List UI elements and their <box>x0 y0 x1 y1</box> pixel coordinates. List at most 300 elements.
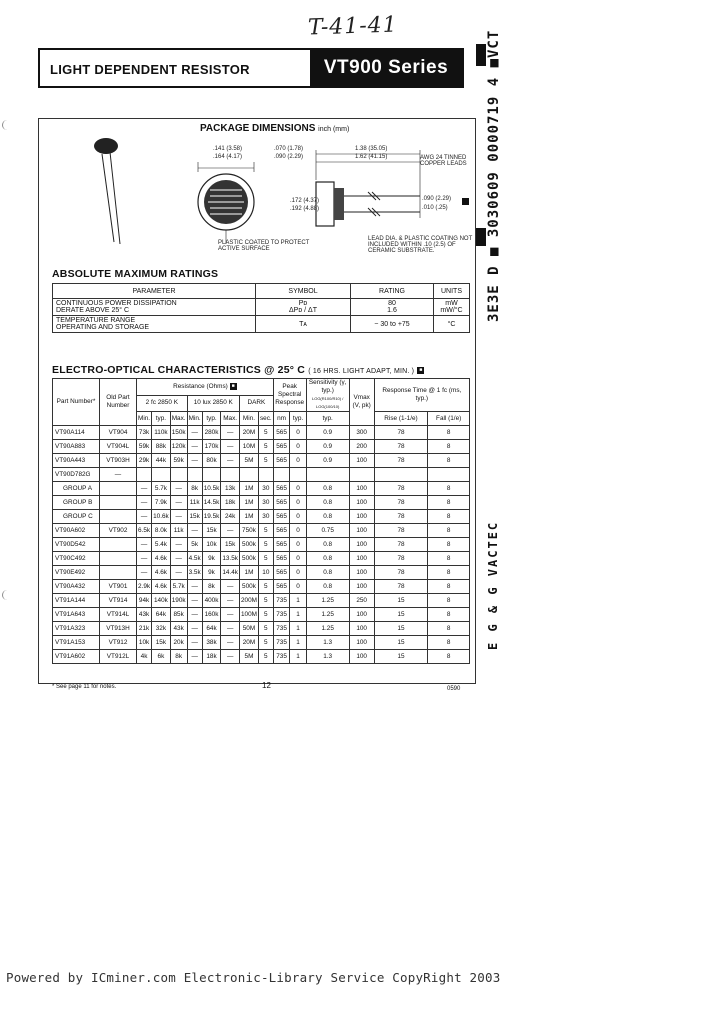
table-cell: 735 <box>273 636 290 650</box>
table-cell: 9k <box>202 566 221 580</box>
table-cell <box>290 468 306 482</box>
eo-header-lux10: 10 lux 2850 K <box>187 395 239 412</box>
table-cell: 0 <box>290 580 306 594</box>
date-code: 0590 <box>447 686 461 692</box>
table-row <box>53 594 470 608</box>
table-cell: 19.5k <box>202 510 221 524</box>
table-cell: 8 <box>428 636 470 650</box>
table-cell: 10.5k <box>202 482 221 496</box>
table-cell: 30 <box>258 510 273 524</box>
table-cell: 100 <box>349 650 374 664</box>
part-number-cell: VT90D542 <box>53 538 100 552</box>
table-cell: 0 <box>290 440 306 454</box>
table-cell <box>100 566 137 580</box>
table-cell: 5 <box>258 440 273 454</box>
table-cell: 100 <box>349 608 374 622</box>
note-badge: ■ <box>419 366 423 373</box>
table-cell: 0.75 <box>306 524 349 538</box>
table-cell: 6k <box>152 650 171 664</box>
registration-mark <box>476 44 486 66</box>
dim-label: 1.38 (35.05) <box>355 146 388 152</box>
table-cell: — <box>100 468 137 482</box>
table-cell: 8.0k <box>152 524 171 538</box>
table-cell: 10M <box>239 440 258 454</box>
table-cell: 15 <box>374 636 428 650</box>
table-cell: 20M <box>239 636 258 650</box>
table-cell: 15k <box>202 524 221 538</box>
table-cell: 7.9k <box>152 496 171 510</box>
eo-subtitle: ( 16 HRS. LIGHT ADAPT, MIN. ) <box>308 368 415 375</box>
table-cell: 80k <box>202 454 221 468</box>
table-cell: 8 <box>428 580 470 594</box>
table-cell: 1.3 <box>306 636 349 650</box>
table-cell: 0 <box>290 510 306 524</box>
table-cell: 100 <box>349 510 374 524</box>
table-cell: 0 <box>290 524 306 538</box>
table-cell: 78 <box>374 566 428 580</box>
table-cell: 59k <box>170 454 187 468</box>
table-cell: 8k <box>187 482 202 496</box>
dim-label: .141 (3.58) <box>213 146 243 152</box>
table-cell: 500k <box>239 552 258 566</box>
table-cell: — <box>221 594 240 608</box>
table-cell: 250 <box>349 594 374 608</box>
table-cell: 8 <box>428 608 470 622</box>
table-cell <box>100 510 137 524</box>
table-cell: — <box>221 426 240 440</box>
table-cell: VT903H <box>100 454 137 468</box>
table-cell <box>202 468 221 482</box>
table-cell: 1M <box>239 482 258 496</box>
table-cell: 20M <box>239 426 258 440</box>
eo-header-dark: DARK <box>239 395 273 412</box>
table-row <box>53 622 470 636</box>
table-cell: 100 <box>349 524 374 538</box>
punch-mark <box>2 590 11 600</box>
table-cell: 565 <box>273 426 290 440</box>
table-cell: 8 <box>428 594 470 608</box>
table-cell: 565 <box>273 524 290 538</box>
table-cell: 100 <box>349 552 374 566</box>
table-cell: 150k <box>170 426 187 440</box>
table-cell <box>170 468 187 482</box>
table-cell: 13k <box>221 482 240 496</box>
amr-header: PARAMETER <box>53 284 256 299</box>
table-cell: 0.8 <box>306 496 349 510</box>
table-cell: 100 <box>349 496 374 510</box>
table-cell: — <box>187 650 202 664</box>
table-cell <box>187 468 202 482</box>
table-cell: — <box>187 594 202 608</box>
table-cell: 0.8 <box>306 538 349 552</box>
part-number-cell: VT91A153 <box>53 636 100 650</box>
table-cell: 280k <box>202 426 221 440</box>
eo-header-resistance: Resistance (Ohms) ■ <box>137 379 274 396</box>
table-cell: 11k <box>187 496 202 510</box>
table-cell: 15 <box>374 650 428 664</box>
table-cell: 8 <box>428 510 470 524</box>
table-cell: 500k <box>239 580 258 594</box>
table-row <box>53 650 470 664</box>
table-cell: — <box>137 552 152 566</box>
table-cell: 5 <box>258 636 273 650</box>
dim-note-awg: AWG 24 TINNED COPPER LEADS <box>420 155 467 167</box>
table-cell: 8k <box>202 580 221 594</box>
table-cell: — <box>170 482 187 496</box>
part-number-cell: GROUP B <box>53 496 100 510</box>
table-cell: VT914L <box>100 608 137 622</box>
table-cell: 5 <box>258 650 273 664</box>
eo-header-old: Old Part Number <box>100 379 137 426</box>
amr-table <box>52 283 470 333</box>
table-cell: — <box>221 524 240 538</box>
table-cell: 100 <box>349 622 374 636</box>
table-cell: 64k <box>152 608 171 622</box>
amr-header: RATING <box>351 284 434 299</box>
table-cell: 565 <box>273 440 290 454</box>
table-cell: 20k <box>170 636 187 650</box>
table-cell: 1 <box>290 650 306 664</box>
table-cell: 78 <box>374 482 428 496</box>
table-cell: — <box>170 496 187 510</box>
table-cell: 0.9 <box>306 440 349 454</box>
table-cell: — <box>137 496 152 510</box>
table-cell <box>273 468 290 482</box>
dim-label: .070 (1.78) <box>274 146 304 152</box>
table-cell <box>239 468 258 482</box>
table-cell: 565 <box>273 538 290 552</box>
table-row <box>53 440 470 454</box>
table-cell: 400k <box>202 594 221 608</box>
table-cell: 565 <box>273 566 290 580</box>
table-cell: 1 <box>290 636 306 650</box>
table-cell: 0 <box>290 454 306 468</box>
table-cell: 78 <box>374 580 428 594</box>
table-cell: VT904L <box>100 440 137 454</box>
table-cell: 18k <box>221 496 240 510</box>
table-cell: 735 <box>273 594 290 608</box>
dim-label: .172 (4.37) <box>290 198 320 204</box>
table-cell: 500k <box>239 538 258 552</box>
table-cell: 1M <box>239 566 258 580</box>
table-cell <box>100 496 137 510</box>
dim-label: .090 (2.29) <box>274 154 304 160</box>
table-cell: VT904 <box>100 426 137 440</box>
table-cell: 0.8 <box>306 552 349 566</box>
table-cell: 10 <box>258 566 273 580</box>
part-number-cell: VT90D782G <box>53 468 100 482</box>
table-cell: 64k <box>202 622 221 636</box>
table-cell: 78 <box>374 440 428 454</box>
table-row <box>53 538 470 552</box>
table-cell: 110k <box>152 426 171 440</box>
table-cell: VT901 <box>100 580 137 594</box>
table-cell: — <box>137 538 152 552</box>
table-cell: 8k <box>170 650 187 664</box>
table-cell: 5 <box>258 594 273 608</box>
table-cell: 21k <box>137 622 152 636</box>
table-cell: 15k <box>221 538 240 552</box>
table-cell: 8 <box>428 524 470 538</box>
table-cell: 1.3 <box>306 650 349 664</box>
part-number-cell: VT90C492 <box>53 552 100 566</box>
table-cell: 1 <box>290 608 306 622</box>
table-cell: 0 <box>290 496 306 510</box>
table-cell: VT914 <box>100 594 137 608</box>
eo-subheader: Min. <box>239 412 258 426</box>
header-series: VT900 Series <box>310 50 462 86</box>
table-cell: 200M <box>239 594 258 608</box>
table-cell <box>100 552 137 566</box>
package-units: inch (mm) <box>318 126 350 133</box>
eo-subheader: nm <box>273 412 290 426</box>
table-cell: 8 <box>428 552 470 566</box>
part-number-cell: VT91A643 <box>53 608 100 622</box>
table-cell: 5.4k <box>152 538 171 552</box>
table-cell <box>137 468 152 482</box>
table-cell: — <box>187 636 202 650</box>
table-cell: 0 <box>290 482 306 496</box>
eo-subheader: Min. <box>187 412 202 426</box>
table-cell: 4.6k <box>152 566 171 580</box>
table-cell: — <box>170 566 187 580</box>
eo-header-part: Part Number* <box>53 379 100 426</box>
eo-subheader: typ. <box>152 412 171 426</box>
table-cell: — <box>187 440 202 454</box>
eo-subheader: Fall (1/e) <box>428 412 470 426</box>
table-cell: 735 <box>273 622 290 636</box>
table-cell: 565 <box>273 510 290 524</box>
table-cell: 5M <box>239 454 258 468</box>
table-cell: 4.5k <box>187 552 202 566</box>
table-cell: 43k <box>170 622 187 636</box>
table-cell: 4k <box>137 650 152 664</box>
table-cell: 2.9k <box>137 580 152 594</box>
table-cell: 735 <box>273 650 290 664</box>
table-cell: 8 <box>428 426 470 440</box>
table-cell: — <box>187 454 202 468</box>
table-cell: 6.5k <box>137 524 152 538</box>
table-cell: 10k <box>202 538 221 552</box>
table-cell: 565 <box>273 580 290 594</box>
footnote: * See page 11 for notes. <box>52 684 117 690</box>
eo-subheader: typ. <box>306 412 349 426</box>
table-cell: 565 <box>273 496 290 510</box>
table-cell: — <box>221 454 240 468</box>
table-cell: VT913H <box>100 622 137 636</box>
table-cell: 88k <box>152 440 171 454</box>
table-cell: — <box>221 650 240 664</box>
table-cell: 140k <box>152 594 171 608</box>
table-cell <box>100 538 137 552</box>
table-cell <box>374 468 428 482</box>
table-cell: — <box>137 566 152 580</box>
table-cell: — <box>170 538 187 552</box>
header-title: LIGHT DEPENDENT RESISTOR <box>50 62 250 77</box>
table-cell: 29k <box>137 454 152 468</box>
table-cell: — <box>187 622 202 636</box>
table-cell: 190k <box>170 594 187 608</box>
part-number-cell: GROUP A <box>53 482 100 496</box>
table-cell <box>428 468 470 482</box>
table-cell: 100 <box>349 636 374 650</box>
eo-header-lux2: 2 fc 2850 K <box>137 395 188 412</box>
amr-header: SYMBOL <box>256 284 351 299</box>
table-cell: 73k <box>137 426 152 440</box>
table-cell: 59k <box>137 440 152 454</box>
table-cell: 5 <box>258 622 273 636</box>
table-cell <box>152 468 171 482</box>
table-cell: 94k <box>137 594 152 608</box>
eo-header-sens: Sensitivity (γ, typ.) LOG(R100/R10) / LOG(100/10) <box>306 379 349 412</box>
eo-header-vmax: Vmax (V, pk) <box>349 379 374 426</box>
part-number-cell: GROUP C <box>53 510 100 524</box>
eo-header-peak: Peak Spectral Response <box>273 379 306 412</box>
table-cell: 5 <box>258 552 273 566</box>
table-cell: 14.4k <box>221 566 240 580</box>
table-cell: 170k <box>202 440 221 454</box>
eo-subheader: Min. <box>137 412 152 426</box>
table-cell: 1M <box>239 510 258 524</box>
table-row <box>53 496 470 510</box>
table-cell: 565 <box>273 552 290 566</box>
table-cell: 5 <box>258 538 273 552</box>
table-cell: 0 <box>290 566 306 580</box>
eo-table <box>52 378 470 664</box>
table-row <box>53 510 470 524</box>
table-cell: 11k <box>170 524 187 538</box>
table-cell: 78 <box>374 454 428 468</box>
table-cell: 8 <box>428 566 470 580</box>
table-cell: 4.6k <box>152 580 171 594</box>
table-cell: 44k <box>152 454 171 468</box>
table-cell: 100M <box>239 608 258 622</box>
table-cell: 8 <box>428 454 470 468</box>
table-cell: 200 <box>349 440 374 454</box>
table-cell: 1 <box>290 622 306 636</box>
table-cell <box>349 468 374 482</box>
table-cell: 0.8 <box>306 482 349 496</box>
table-cell: — <box>170 510 187 524</box>
table-cell: 0.9 <box>306 454 349 468</box>
amr-row: CONTINUOUS POWER DISSIPATION DERATE ABOVE 25° C Pᴅ ΔPᴅ / ΔT 80 1.6 mW mW/°C <box>53 299 470 316</box>
table-cell: 78 <box>374 496 428 510</box>
dim-label: .090 (2.29) <box>422 196 452 202</box>
table-row <box>53 552 470 566</box>
table-cell: — <box>187 524 202 538</box>
table-row <box>53 426 470 440</box>
table-cell: 735 <box>273 608 290 622</box>
eo-subheader: typ. <box>202 412 221 426</box>
table-cell <box>306 468 349 482</box>
table-cell: 50M <box>239 622 258 636</box>
table-cell: 0.8 <box>306 566 349 580</box>
table-cell: 1 <box>290 594 306 608</box>
amr-title: ABSOLUTE MAXIMUM RATINGS <box>52 268 219 280</box>
table-cell: 100 <box>349 454 374 468</box>
table-cell: 5 <box>258 608 273 622</box>
part-number-cell: VT91A323 <box>53 622 100 636</box>
side-vactec: E G & G VACTEC <box>486 520 500 650</box>
table-cell: 32k <box>152 622 171 636</box>
table-cell: 15 <box>374 608 428 622</box>
table-cell: — <box>221 636 240 650</box>
table-cell: 30 <box>258 496 273 510</box>
table-cell: 565 <box>273 454 290 468</box>
table-cell: 15k <box>187 510 202 524</box>
eo-header-resp: Response Time @ 1 fc (ms, typ.) <box>374 379 469 412</box>
side-code: 3E3E D ■ 3030609 0000719 4 ■VCT <box>486 29 502 322</box>
table-cell: 78 <box>374 510 428 524</box>
amr-header: UNITS <box>434 284 470 299</box>
table-cell: — <box>137 510 152 524</box>
part-number-cell: VT91A144 <box>53 594 100 608</box>
part-number-cell: VT90A114 <box>53 426 100 440</box>
table-cell: — <box>221 622 240 636</box>
table-cell: — <box>187 608 202 622</box>
table-cell: 15 <box>374 594 428 608</box>
table-cell: 38k <box>202 636 221 650</box>
table-cell: 160k <box>202 608 221 622</box>
table-cell: 15k <box>152 636 171 650</box>
table-cell: 8 <box>428 538 470 552</box>
table-cell: 4.6k <box>152 552 171 566</box>
table-cell: 100 <box>349 566 374 580</box>
dim-note-plastic: PLASTIC COATED TO PROTECT ACTIVE SURFACE <box>218 240 310 252</box>
table-cell: 120k <box>170 440 187 454</box>
table-cell: 5.7k <box>170 580 187 594</box>
table-cell: 750k <box>239 524 258 538</box>
table-cell: 1.25 <box>306 594 349 608</box>
table-cell: VT912 <box>100 636 137 650</box>
table-cell: 78 <box>374 426 428 440</box>
part-number-cell: VT90E492 <box>53 566 100 580</box>
eo-title: ELECTRO-OPTICAL CHARACTERISTICS @ 25° C ( 16 HRS. LIGHT ADAPT, MIN. ) ■ <box>52 364 423 376</box>
part-number-cell: VT90A883 <box>53 440 100 454</box>
table-cell: — <box>187 580 202 594</box>
table-cell: 0.8 <box>306 510 349 524</box>
table-row <box>53 482 470 496</box>
table-cell <box>221 468 240 482</box>
table-cell: 78 <box>374 538 428 552</box>
punch-mark <box>2 120 11 130</box>
table-cell: 10.6k <box>152 510 171 524</box>
eo-subheader: sec. <box>258 412 273 426</box>
table-cell: 10k <box>137 636 152 650</box>
package-title: PACKAGE DIMENSIONS inch (mm) <box>200 123 350 134</box>
table-cell: — <box>170 552 187 566</box>
table-row <box>53 468 470 482</box>
table-cell: 3.5k <box>187 566 202 580</box>
powered-by: Powered by ICminer.com Electronic-Library Service CopyRight 2003 <box>6 970 501 985</box>
table-cell: 8 <box>428 622 470 636</box>
table-cell: 5 <box>258 426 273 440</box>
amr-row: TEMPERATURE RANGE OPERATING AND STORAGE Tᴀ − 30 to +75 °C <box>53 316 470 333</box>
table-cell: 100 <box>349 538 374 552</box>
table-cell: 0 <box>290 552 306 566</box>
page-number: 12 <box>262 681 271 690</box>
table-cell: 1.25 <box>306 608 349 622</box>
table-cell: 5k <box>187 538 202 552</box>
header <box>38 48 464 88</box>
table-cell <box>100 482 137 496</box>
table-cell: 9k <box>202 552 221 566</box>
table-cell <box>258 468 273 482</box>
table-cell: 1.25 <box>306 622 349 636</box>
table-cell: — <box>221 440 240 454</box>
dim-note-leads: LEAD DIA. & PLASTIC COATING NOT INCLUDED WITHIN .10 (2.5) OF CERAMIC SUBSTRATE. <box>368 236 473 254</box>
table-row <box>53 454 470 468</box>
